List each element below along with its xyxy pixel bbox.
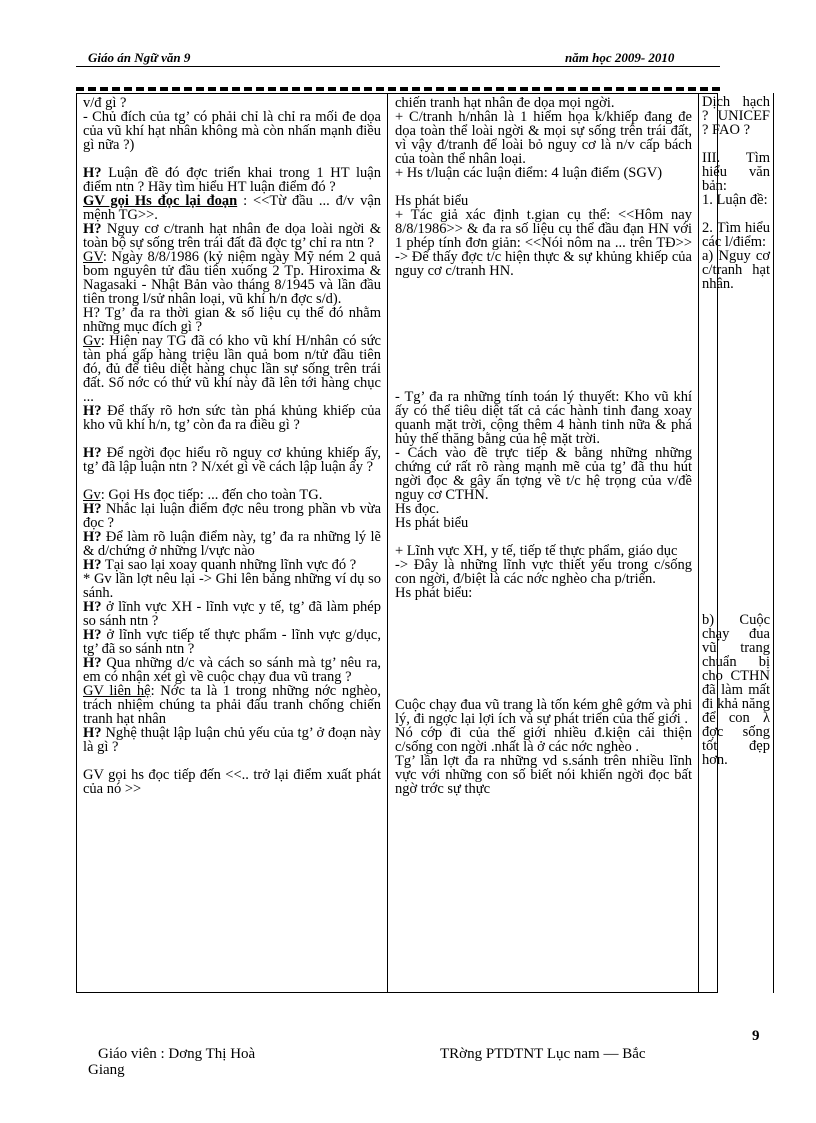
question-text: ở lĩnh vực tiếp tế thực phẩm - lĩnh vực g/dục, tg’ đã so sánh ntn ? — [83, 627, 381, 657]
question — [83, 166, 381, 194]
lesson-table — [76, 93, 718, 993]
c3-line: III. Tìm hiểu văn bản: — [702, 150, 770, 194]
student-activity-column — [388, 94, 699, 992]
question-marker: H? — [83, 599, 102, 615]
question — [83, 600, 381, 628]
instruction-text: : <<Từ đầu ... đ/v vận mệnh TG>>. — [83, 193, 382, 223]
c2-line: -> Đây là những lĩnh vực thiết yếu trong c/sống con ngời, đ/biệt là các nớc nghèo cha p/triển. — [395, 557, 692, 587]
question-text: Nghệ thuật lập luận chủ yếu của tg’ ở đoạn này là gì ? — [83, 725, 381, 755]
c1-line: * Gv lần lợt nêu lại -> Ghi lên bảng những ví dụ so sánh. — [83, 571, 381, 601]
c2-line: + Hs t/luận các luận điểm: 4 luận điểm (SGV) — [395, 165, 663, 181]
c1-line: - Chủ đích của tg’ có phải chỉ là chỉ ra mối đe dọa của vũ khí hạt nhân không mà còn nhấn mạnh điều gì nữa ?) — [83, 109, 381, 153]
teacher-note — [83, 684, 381, 726]
teacher-note — [83, 250, 381, 306]
question — [83, 222, 381, 250]
c2-line: + Tác giả xác định t.gian cụ thể: <<Hôm nay 8/8/1986>> & đa ra số liệu cụ thể đầu đạn HN với 1 phép tính đơn giản: <<Nói nôm na ... trên TĐ>> -> Để thấy đợc t/c hiện thực & sự khủng khiếp của nguy cơ c/tranh HN. — [395, 207, 692, 279]
footer-school-continuation: Giang — [88, 1062, 125, 1078]
question — [83, 656, 381, 684]
c2-line: chiến tranh hạt nhân đe dọa mọi ngời. — [395, 95, 615, 111]
c3-line: b) Cuộc chạy đua vũ trang chuẩn bị cho CTHN đã làm mất đi khả năng để con λ đợc sống tốt đẹp hơn. — [702, 612, 770, 768]
header-rule — [76, 66, 720, 67]
question-text: Tại sao lại xoay quanh những lĩnh vực đó ? — [101, 557, 357, 573]
question-text: ở lĩnh vực XH - lĩnh vực y tế, tg’ đã làm phép so sánh ntn ? — [83, 599, 381, 629]
c2-line: Hs phát biểu: — [395, 585, 473, 601]
note-marker: GV liên hệ — [83, 683, 151, 699]
question-text: Qua những d/c và cách so sánh mà tg’ nêu ra, em có nhận xét gì về cuộc chạy đua vũ trang ? — [83, 655, 381, 685]
c2-line: + Lĩnh vực XH, y tế, tiếp tế thực phẩm, giáo dục — [395, 543, 678, 559]
question — [83, 502, 381, 530]
teacher-note — [83, 334, 381, 404]
footer-school: TRờng PTDTNT Lục nam — Bắc — [440, 1046, 646, 1062]
note-marker: GV — [83, 249, 103, 265]
question-marker: H? — [83, 165, 102, 181]
footer-teacher: Giáo viên : Dơng Thị Hoà — [98, 1046, 256, 1062]
question — [83, 446, 381, 474]
c2-line: Hs phát biểu — [395, 193, 469, 209]
note-text: : Gọi Hs đọc tiếp: ... đến cho toàn TG. — [100, 487, 323, 503]
spacer — [395, 530, 692, 544]
page-number: 9 — [752, 1028, 760, 1044]
question-marker: H? — [83, 655, 102, 671]
question-text: Để ngời đọc hiểu rõ nguy cơ khủng khiếp ấy, tg’ đã lập luận ntn ? N/xét gì về cách lập luận ấy ? — [83, 445, 381, 475]
spacer — [83, 754, 381, 768]
spacer — [702, 291, 770, 613]
question-marker: H? — [83, 501, 102, 517]
question — [83, 306, 381, 334]
c3-line: a) Nguy cơ c/tranh hạt nhân. — [702, 248, 770, 292]
question-marker: H? — [83, 627, 102, 643]
c2-line: Nó cớp đi của thế giới nhiều đ.kiện cải thiện c/sống con ngời .nhất là ở các nớc nghèo . — [395, 725, 692, 755]
teacher-note — [83, 488, 381, 502]
c1-line: GV gọi hs đọc tiếp đến <<.. trở lại điểm xuất phát của nó >> — [83, 767, 381, 797]
note-marker: Gv — [83, 333, 101, 349]
question-marker: H? — [83, 725, 102, 741]
spacer — [83, 152, 381, 166]
question — [83, 726, 381, 754]
note-marker: Gv — [83, 487, 101, 503]
question-text: Để thấy rõ hơn sức tàn phá khủng khiếp của kho vũ khí h/n, tg’ còn đa ra điều gì ? — [83, 403, 381, 433]
question — [83, 558, 381, 572]
spacer — [83, 474, 381, 488]
spacer — [395, 600, 692, 698]
note-text: : Nớc ta là 1 trong những nớc nghèo, trách nhiệm chúng ta phải đấu tranh chống chiến tranh hạt nhân — [83, 683, 381, 727]
question-text: Luận đề đó đợc triển khai trong 1 HT luận điểm ntn ? Hãy tìm hiểu HT luận điểm đó ? — [83, 165, 381, 195]
question-marker: H? — [83, 305, 100, 321]
question-marker: H? — [83, 403, 102, 419]
question-marker: H? — [83, 445, 102, 461]
question-marker: H? — [83, 529, 102, 545]
c2-line: - Cách vào đề trực tiếp & bằng những những chứng cứ rất rõ ràng mạnh mẽ của tg’ đã thu hút ngời đọc & gây ấn tợng về t/c hệ trọng của v/đề nguy cơ CTHN. — [395, 445, 692, 503]
header-school-year: năm học 2009- 2010 — [565, 50, 675, 65]
c3-line: 2. Tìm hiểu các l/điểm: — [702, 220, 770, 250]
teacher-instruction — [83, 194, 381, 222]
c2-line: Hs đọc. — [395, 501, 440, 517]
spacer — [702, 137, 770, 151]
spacer — [395, 278, 692, 390]
question — [83, 628, 381, 656]
teacher-activity-column — [77, 94, 388, 992]
c2-line: + C/tranh h/nhân là 1 hiểm họa k/khiếp đang đe dọa toàn thể loài ngời & mọi sự sống trên trái đất, vì vậy đ/tranh để loài bỏ nguy cơ là n/v cấp bách của toàn thể nhân loại. — [395, 109, 692, 167]
c3-line: 1. Luận đề: — [702, 192, 768, 208]
question-text: Nhắc lại luận điểm đợc nêu trong phần vb vừa đọc ? — [83, 501, 381, 531]
c2-line: Tg’ lần lợt đa ra những vd s.sánh trên nhiều lĩnh vực với những con số biết nói khiến ngời đọc bất ngờ trớc sự thực — [395, 753, 692, 797]
c2-line: Hs phát biểu — [395, 515, 469, 531]
note-text: : Ngày 8/8/1986 (kỷ niệm ngày Mỹ ném 2 quả bom nguyên tử đầu tiên xuống 2 Tp. Hiroxima & Nagasaki - Nhật Bản vào tháng 8/1945 và lần đầu tiên trong l/sử nhân loại, vũ khí h/n đợc s/d). — [83, 249, 381, 307]
question — [83, 530, 381, 558]
note-text: : Hiện nay TG đã có kho vũ khí H/nhân có sức tàn phá gấp hàng triệu lần quả bom n/tử đầu tiên đó, đủ để tiêu diệt hàng chục lần sự sống trên trái đất. Số nớc có thứ vũ khí này đã lên tới hàng chục ... — [83, 333, 381, 405]
question-marker: H? — [83, 557, 102, 573]
question-text: Tg’ đa ra thời gian & số liệu cụ thể đó nhằm những mục đích gì ? — [83, 305, 381, 335]
question-text: Để làm rõ luận điểm này, tg’ đa ra những lý lẽ & d/chứng ở những l/vực nào — [83, 529, 381, 559]
question-marker: H? — [83, 221, 102, 237]
spacer — [83, 432, 381, 446]
question-text: Nguy cơ c/tranh hạt nhân đe dọa loài ngời & toàn bộ sự sống trên trái đất đã đợc tg’ chỉ ra ntn ? — [83, 221, 381, 251]
content-outline-column — [698, 93, 774, 993]
c3-line: Dịch hạch ? UNICEF ? FAO ? — [702, 94, 770, 138]
c1-line: v/đ gì ? — [83, 95, 127, 111]
header-subject: Giáo án Ngữ văn 9 — [88, 50, 191, 65]
c2-line: - Tg’ đa ra những tính toán lý thuyết: Kho vũ khí ấy có thể tiêu diệt tất cả các hành tinh đang xoay quanh mặt trời, cộng thêm 4 hành tinh nữa & phá hủy thế thăng bằng của hệ mặt trời. — [395, 389, 692, 447]
header-dashed-rule — [76, 87, 720, 91]
instruction-marker: GV gọi Hs đọc lại đoạn — [83, 193, 238, 209]
spacer — [395, 180, 692, 194]
c2-line: Cuộc chạy đua vũ trang là tốn kém ghê gớm và phi lý, đi ngợc lại lợi ích và sự phát triển của thế giới . — [395, 697, 692, 727]
question — [83, 404, 381, 432]
spacer — [702, 207, 770, 221]
